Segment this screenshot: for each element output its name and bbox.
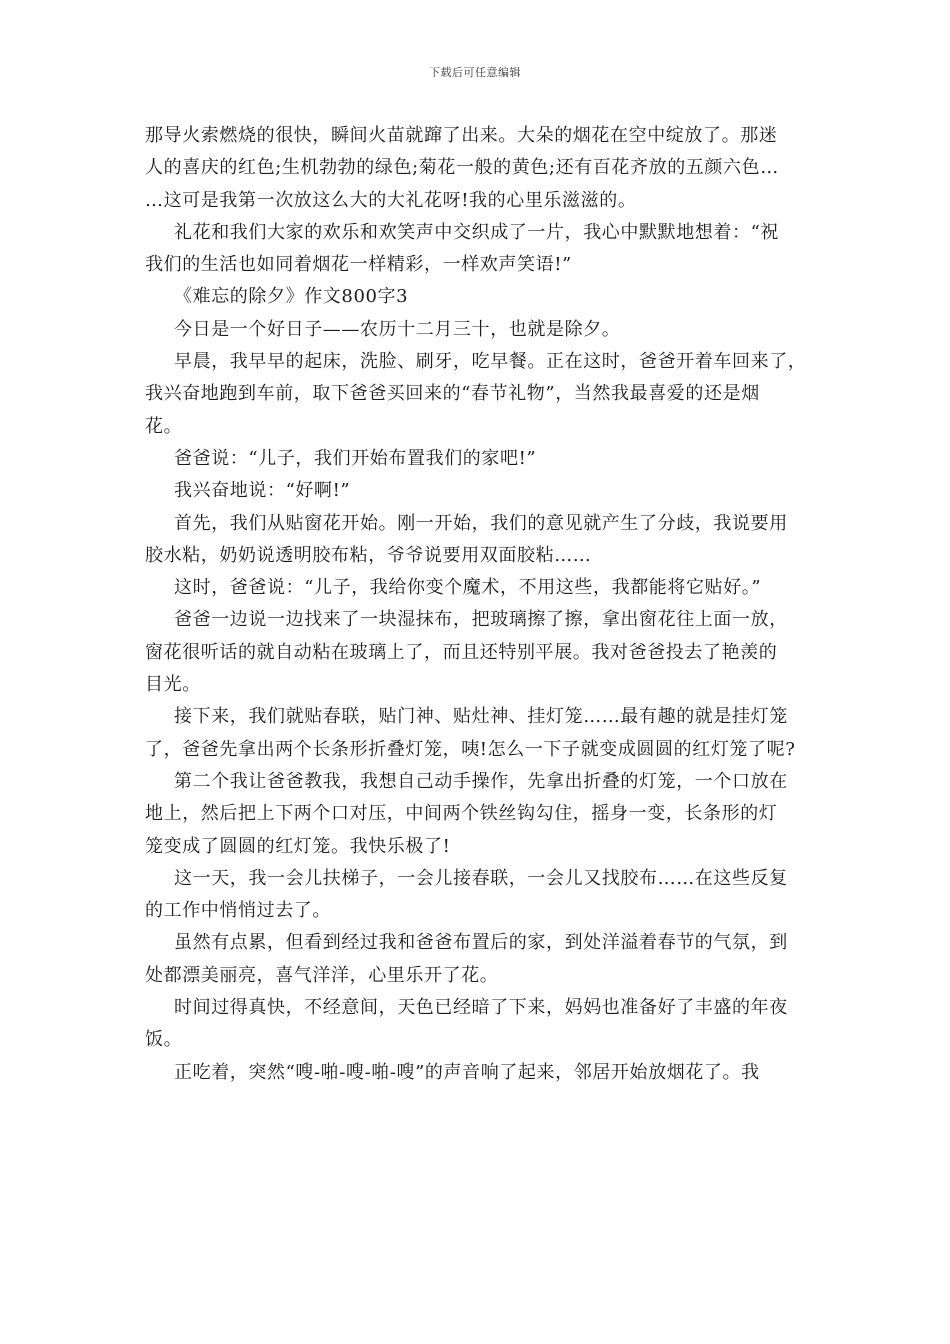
text-line: 我兴奋地跑到车前，取下爸爸买回来的“春节礼物”，当然我最喜爱的还是烟 xyxy=(145,383,760,405)
paragraph-start-line: 我兴奋地说：“好啊!” xyxy=(174,480,351,502)
text-line: 窗花很听话的就自动粘在玻璃上了，而且还特别平展。我对爸爸投去了艳羡的 xyxy=(145,641,778,663)
paragraph-start-line: 今日是一个好日子——农历十二月三十，也就是除夕。 xyxy=(174,318,621,340)
text-line: 了，爸爸先拿出两个长条形折叠灯笼，咦!怎么一下子就变成圆圆的红灯笼了呢? xyxy=(145,738,796,760)
text-line: 人的喜庆的红色;生机勃勃的绿色;菊花一般的黄色;还有百花齐放的五颜六色… xyxy=(145,157,779,179)
text-line: 胶水粘，奶奶说透明胶布粘，爷爷说要用双面胶粘…… xyxy=(145,544,592,566)
paragraph-start-line: 时间过得真快，不经意间，天色已经暗了下来，妈妈也准备好了丰盛的年夜 xyxy=(174,997,788,1019)
text-line: 的工作中悄悄过去了。 xyxy=(145,900,331,922)
page-header: 下载后可任意编辑 xyxy=(429,66,521,79)
text-line: 花。 xyxy=(145,415,183,437)
paragraph-start-line: 虽然有点累，但看到经过我和爸爸布置后的家，到处洋溢着春节的气氛，到 xyxy=(174,932,788,954)
paragraph-start-line: 这一天，我一会儿扶梯子，一会儿接春联，一会儿又找胶布……在这些反复 xyxy=(174,867,788,889)
text-line: 笼变成了圆圆的红灯笼。我快乐极了! xyxy=(145,835,451,857)
text-line: 饭。 xyxy=(145,1029,183,1051)
paragraph-start-line: 爸爸说：“儿子，我们开始布置我们的家吧!” xyxy=(174,447,537,469)
paragraph-start-line: 爸爸一边说一边找来了一块湿抹布，把玻璃擦了擦，拿出窗花往上面一放， xyxy=(174,609,788,631)
document-body xyxy=(145,120,815,1089)
text-line: 我们的生活也如同着烟花一样精彩，一样欢声笑语!” xyxy=(145,254,572,276)
paragraph-start-line: 第二个我让爸爸教我，我想自己动手操作，先拿出折叠的灯笼，一个口放在 xyxy=(174,770,788,792)
section-heading: 《难忘的除夕》作文800字3 xyxy=(174,286,409,308)
text-line: 处都漂美丽亮，喜气洋洋，心里乐开了花。 xyxy=(145,964,499,986)
text-line: 地上，然后把上下两个口对压，中间两个铁丝钩勾住，摇身一变，长条形的灯 xyxy=(145,803,778,825)
paragraph-start-line: 早晨，我早早的起床，洗脸、刷牙，吃早餐。正在这时，爸爸开着车回来了， xyxy=(174,351,807,373)
text-line: 目光。 xyxy=(145,674,201,696)
paragraph-start-line: 礼花和我们大家的欢乐和欢笑声中交织成了一片，我心中默默地想着：“祝 xyxy=(174,221,779,243)
text-line: 那导火索燃烧的很快，瞬间火苗就蹿了出来。大朵的烟花在空中绽放了。那迷 xyxy=(145,125,778,146)
paragraph-start-line: 这时，爸爸说：“儿子，我给你变个魔术，不用这些，我都能将它贴好。” xyxy=(174,577,762,599)
paragraph-start-line: 接下来，我们就贴春联，贴门神、贴灶神、挂灯笼……最有趣的就是挂灯笼 xyxy=(174,706,788,728)
text-line: …这可是我第一次放这么大的大礼花呀!我的心里乐滋滋的。 xyxy=(145,189,637,211)
paragraph-start-line: 首先，我们从贴窗花开始。刚一开始，我们的意见就产生了分歧，我说要用 xyxy=(174,512,788,534)
paragraph-start-line: 正吃着，突然“嗖-啪-嗖-啪-嗖”的声音响了起来，邻居开始放烟花了。我 xyxy=(174,1061,760,1083)
